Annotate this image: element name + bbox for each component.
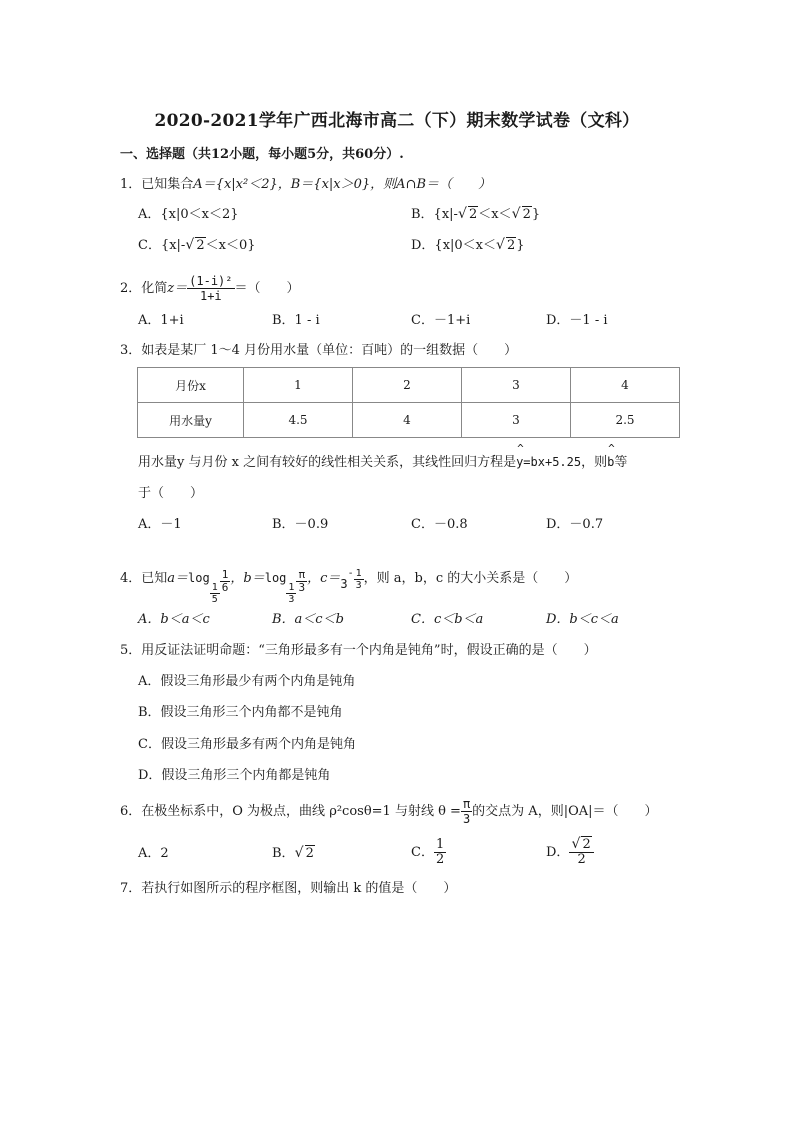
q4-c-exponent [354,568,364,591]
sqrt-symbol [571,838,591,852]
q3-option-c: C．－0.8 [411,517,468,532]
q4-b-base-num: 1 [288,582,295,593]
q4-b-arg-den: 3 [298,581,306,594]
q6-option-d [546,836,594,870]
section-heading: 一、选择题（共12小题，每小题5分，共60分）. [120,147,404,162]
q4-b-base-den: 3 [288,594,295,605]
q6-option-c [411,836,446,870]
q4-option-a: A．b＜a＜c [138,612,210,627]
q1-b-radicand-2: 2 [522,207,531,222]
q1-stem-text: 1．已知集合 [120,177,194,192]
q3-option-d: D．－0.7 [546,517,604,532]
q2-option-a: A．1+i [138,313,184,328]
q5-option-b: B．假设三角形三个内角都不是钝角 [138,705,343,720]
table-row [138,368,680,403]
q4-b-arg-num: π [298,568,306,581]
table-cell: 月份x [138,368,244,403]
q6-b-pre: B． [272,846,295,861]
q1-option-b [411,206,540,224]
q2-numerator: (1-i)² [189,274,233,288]
q4-a-arg-num: 1 [221,568,229,581]
q1-c-radicand: 2 [196,238,205,253]
sqrt-symbol [185,237,205,255]
q2-option-c: C．－1+i [411,313,471,328]
question-7-stem: 7．若执行如图所示的程序框图，则输出 k 的值是（ ） [120,881,457,896]
q3-description-line-1 [138,453,627,472]
table-cell: 4 [571,368,680,403]
question-3-stem: 3．如表是某厂 1～4 月份用水量（单位：百吨）的一组数据（ ） [120,343,518,358]
q1-b-radicand: 2 [468,207,478,222]
table-cell: 2.5 [571,403,680,438]
q4-c-eq: ，c＝ [307,571,341,586]
q4-b-arg [296,569,307,594]
q4-option-c: C．c＜b＜a [411,612,484,627]
q4-option-d: D．b＜c＜a [546,612,619,627]
q1-set-b: B＝{x|x＞0}，则 [290,177,397,192]
q5-option-d: D．假设三角形三个内角都是钝角 [138,768,331,783]
q4-a-base-den: 5 [211,594,218,605]
q1-d-radicand: 2 [507,238,516,253]
q6-d-radicand: 2 [582,837,591,852]
q1-option-d [411,237,525,255]
q2-option-b: B．1 - i [272,313,320,328]
q3-option-a: A．－1 [138,517,182,532]
table-cell: 4.5 [244,403,353,438]
q1-d-pre: D．{x|0＜x＜ [411,238,497,253]
table-cell: 3 [462,403,571,438]
q1-c-pre: C．{x|- [138,238,186,253]
q1-set-a: A＝{x|x²＜2}， [193,177,291,192]
q6-c-num: 1 [435,837,445,852]
sqrt-symbol [512,206,532,224]
q4-b-base [286,582,296,605]
q4-a-arg-den: 6 [221,581,229,594]
question-2-stem [120,274,300,303]
q4-a-base-num: 1 [211,582,218,593]
q6-d-fraction [569,838,593,867]
q4-stem-text: 4．已知 [120,571,168,586]
q1-tail: A∩B＝（ ） [396,177,492,192]
q6-frac-den: 3 [462,812,471,826]
q6-d-pre: D． [546,845,570,860]
q1-option-c [138,237,255,255]
q6-c-pre: C． [411,845,434,860]
q6-d-num [569,838,593,853]
q4-c-exp-num: 1 [355,568,362,579]
q4-a-arg [220,569,231,594]
table-cell: 4 [353,403,462,438]
q4-b-eq: ，b＝ [230,571,265,586]
q6-d-den: 2 [577,852,586,867]
q6-stem-text: 6．在极坐标系中，O 为极点，曲线 ρ²cosθ=1 与射线 θ = [120,804,461,819]
q4-log-b: log [264,571,287,585]
q6-b-radicand: 2 [305,846,314,861]
q6-option-a: A．2 [138,846,169,861]
q1-b-mid: ＜x＜ [478,207,512,222]
q1-b-pre: B．{x|- [411,207,458,222]
q6-angle-fraction [461,797,472,826]
q1-d-post: } [516,238,525,253]
water-usage-table [137,367,680,438]
sqrt-symbol [496,237,516,255]
q3-b-hat: ^ b [607,453,614,471]
table-cell: 1 [244,368,353,403]
q2-fraction [187,274,234,303]
page-title: 2020-2021学年广西北海市高二（下）期末数学试卷（文科） [154,111,640,131]
q4-a-eq: a＝ [167,571,189,586]
table-row [138,403,680,438]
q3-option-b: B．－0.9 [272,517,329,532]
question-1-stem [120,176,491,194]
q6-c-fraction [434,838,446,867]
q4-option-b: B．a＜c＜b [272,612,344,627]
q6-frac-num: π [462,797,471,811]
q6-c-den: 2 [435,852,445,867]
table-cell: 用水量y [138,403,244,438]
question-6-stem [120,797,658,827]
q3-text-a: 用水量y 与月份 x 之间有较好的线性相关关系，其线性回归方程是 [138,455,517,470]
q2-stem-text: 2．化简 [120,281,168,296]
q4-c-base: 3 [340,577,348,591]
q2-denominator: 1+i [199,289,222,303]
question-4-stem: 4．已知a＝log $\frac{1}{5}$ $\frac{1}{6}$ ，b＝log $\frac{1}{3}$ $\frac{\pi}{3}$ ，c＝3- $\frac{1}{3}$ ，则 a，b，c 的大小关系是（ ） [120,568,578,605]
q1-option-a: A．{x|0＜x＜2} [138,207,239,222]
question-5-stem: 5．用反证法证明命题：“三角形最多有一个内角是钝角”时，假设正确的是（ ） [120,643,597,658]
q2-z: z＝ [167,281,188,296]
q1-c-post: ＜x＜0} [205,238,256,253]
q6-option-b [272,845,315,863]
sqrt-symbol [458,206,478,224]
q3-text-b: ，则 [581,455,608,470]
q4-log-a: log [188,571,210,585]
q5-option-a: A．假设三角形最少有两个内角是钝角 [138,674,356,689]
q5-option-c: C．假设三角形最多有两个内角是钝角 [138,737,356,752]
sqrt-symbol [295,845,315,863]
table-cell: 2 [353,368,462,403]
q2-option-d: D．－1 - i [546,313,608,328]
q4-tail: ，则 a，b，c 的大小关系是（ ） [363,571,578,586]
q4-c-exp-den: 3 [355,580,362,591]
q3-text-c: 等 [614,455,628,470]
q6-tail: 的交点为 A，则|OA|＝（ ） [472,804,658,819]
q1-b-post: } [531,207,541,222]
q3-regression-equation: ^ y=bx+5.25 [516,453,581,471]
q4-a-base [210,582,220,605]
table-cell: 3 [462,368,571,403]
q3-description-line-2: 于（ ） [138,486,204,501]
q2-tail: ＝（ ） [234,281,300,296]
